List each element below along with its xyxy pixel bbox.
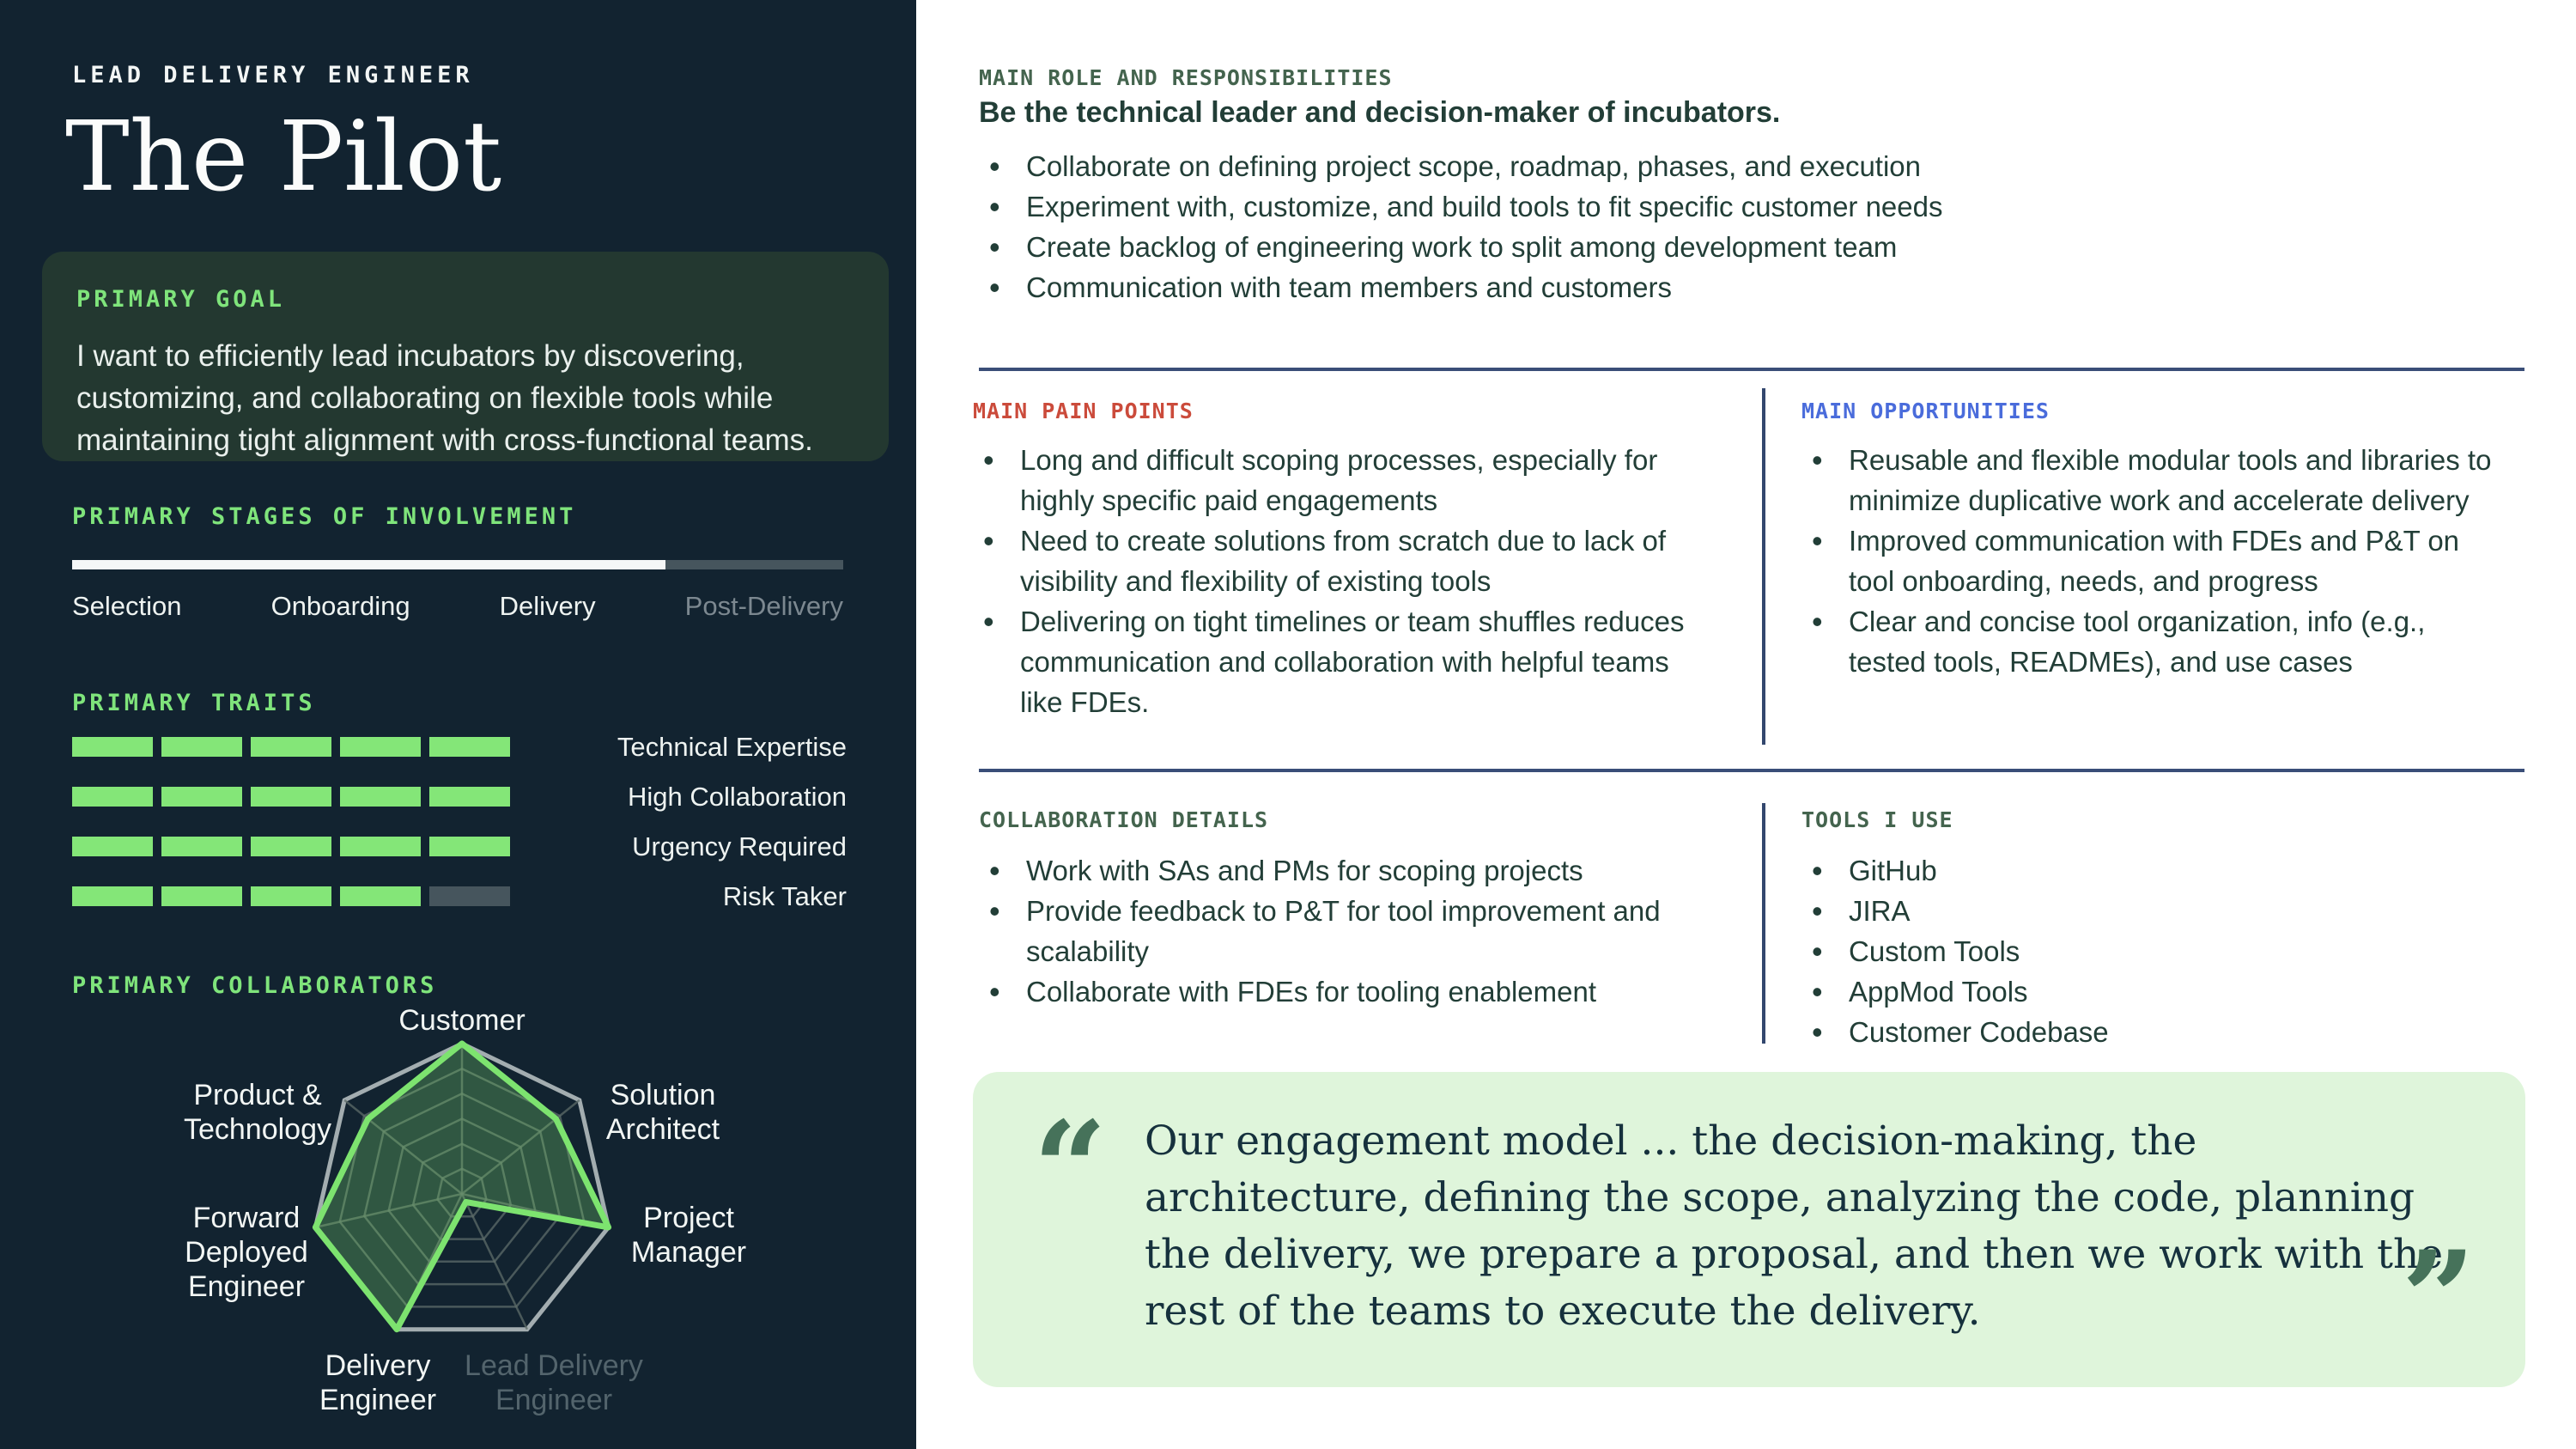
opportunity-bullet-item: • Improved communication with FDEs and P&T on tool onboarding, needs, and progress (1801, 521, 2506, 601)
trait-segment (340, 837, 421, 856)
column-divider-1 (1762, 388, 1765, 745)
trait-segment (251, 787, 331, 807)
radar-axis-label-solution-architect: Solution Architect (605, 1079, 720, 1146)
trait-row (72, 731, 847, 762)
collaboration-bullet-list (979, 850, 1717, 1012)
radar-axis-label-project-manager: Project Manager (630, 1202, 747, 1269)
trait-row (72, 781, 847, 812)
stage-label-onboarding: Onboarding (270, 591, 410, 621)
open-quote-icon: “ (1033, 1093, 1108, 1245)
trait-segment (161, 886, 242, 906)
trait-label: Risk Taker (722, 880, 847, 911)
trait-segment (251, 837, 331, 856)
quote-card (973, 1072, 2525, 1387)
trait-segment (340, 737, 421, 757)
opportunity-bullet-item: • Clear and concise tool organization, info (e.g., tested tools, READMEs), and use cases (1801, 601, 2506, 682)
collaboration-section-label: COLLABORATION DETAILS (979, 807, 1269, 832)
trait-segment (72, 837, 153, 856)
trait-segment (429, 787, 510, 807)
role-label: LEAD DELIVERY ENGINEER (72, 62, 474, 88)
opportunities-bullet-list (1801, 440, 2506, 682)
stages-progress-track (72, 560, 843, 569)
trait-segment (72, 886, 153, 906)
opportunities-section-label: MAIN OPPORTUNITIES (1801, 399, 2050, 423)
trait-segment (251, 886, 331, 906)
tool-bullet-item: • AppMod Tools (1801, 971, 2506, 1012)
radar-axis-label-product-technology: Product & Technology (183, 1079, 331, 1146)
trait-segment (161, 787, 242, 807)
radar-axis-label-delivery-engineer: Delivery Engineer (319, 1349, 437, 1416)
stage-label-delivery: Delivery (499, 591, 596, 621)
trait-row (72, 880, 847, 911)
column-divider-2 (1762, 803, 1765, 1044)
trait-segment (429, 886, 510, 906)
radar-axis-label-customer: Customer (398, 1004, 526, 1037)
tool-bullet-item: • Customer Codebase (1801, 1012, 2506, 1052)
close-quote-icon: ” (2401, 1223, 2476, 1374)
section-divider-1 (979, 368, 2524, 371)
primary-goal-card (42, 252, 889, 461)
trait-segment (251, 737, 331, 757)
trait-rows (72, 731, 847, 936)
collaboration-bullet-item: • Work with SAs and PMs for scoping projects (979, 850, 1717, 891)
pain-bullet-item: • Long and difficult scoping processes, especially for highly specific paid engagements (973, 440, 1703, 521)
pain-bullet-list (973, 440, 1703, 722)
stages-label: PRIMARY STAGES OF INVOLVEMENT (72, 503, 577, 530)
quote-text: Our engagement model ... the decision-making, the architecture, defining the scope, analyzing the code, planning the delivery, we prepare a proposal, and then we work with the rest of the teams to execute the delivery. (1145, 1117, 2444, 1335)
sidebar (0, 0, 916, 1449)
collaboration-bullet-item: • Provide feedback to P&T for tool improvement and scalability (979, 891, 1717, 971)
trait-segment (72, 787, 153, 807)
role-bullet-list (979, 146, 2490, 307)
trait-segment (429, 837, 510, 856)
trait-row (72, 831, 847, 861)
radar-axis-label-lead-delivery-engineer: Lead Delivery Engineer (465, 1349, 643, 1416)
role-bullet-item: • Experiment with, customize, and build tools to fit specific customer needs (979, 186, 2490, 227)
trait-segment (340, 787, 421, 807)
tool-bullet-item: • Custom Tools (1801, 931, 2506, 971)
stages-progress-fill (72, 560, 665, 569)
pain-bullet-item: • Need to create solutions from scratch due to lack of visibility and flexibility of existing tools (973, 521, 1703, 601)
trait-segment (429, 737, 510, 757)
trait-label: High Collaboration (627, 781, 847, 812)
trait-segment (161, 737, 242, 757)
role-bullet-item: • Collaborate on defining project scope, roadmap, phases, and execution (979, 146, 2490, 186)
trait-segment (72, 737, 153, 757)
tool-bullet-item: • GitHub (1801, 850, 2506, 891)
stage-labels (72, 591, 843, 622)
trait-bar (72, 886, 510, 906)
primary-goal-text: I want to efficiently lead incubators by discovering, customizing, and collaborating on flexible tools while maintaining tight alignment with cross-functional teams. (76, 339, 813, 457)
role-section-label: MAIN ROLE AND RESPONSIBILITIES (979, 65, 1393, 90)
section-divider-2 (979, 769, 2524, 772)
traits-label: PRIMARY TRAITS (72, 690, 316, 716)
trait-bar (72, 737, 510, 757)
tool-bullet-item: • JIRA (1801, 891, 2506, 931)
persona-title: The Pilot (65, 101, 502, 213)
opportunity-bullet-item: • Reusable and flexible modular tools and libraries to minimize duplicative work and accelerate delivery (1801, 440, 2506, 521)
trait-label: Urgency Required (632, 831, 847, 861)
primary-goal-label: PRIMARY GOAL (76, 286, 286, 313)
trait-bar (72, 837, 510, 856)
stage-label-post-delivery: Post-Delivery (684, 591, 843, 621)
role-bullet-item: • Create backlog of engineering work to split among development team (979, 227, 2490, 267)
tools-section-label: TOOLS I USE (1801, 807, 1953, 832)
pain-section-label: MAIN PAIN POINTS (973, 399, 1194, 423)
collaborators-label: PRIMARY COLLABORATORS (72, 972, 438, 999)
trait-segment (340, 886, 421, 906)
role-bullet-item: • Communication with team members and customers (979, 267, 2490, 307)
role-intro: Be the technical leader and decision-maker of incubators. (979, 96, 1781, 129)
trait-segment (161, 837, 242, 856)
radar-chart (0, 988, 916, 1449)
main-panel (916, 0, 2576, 1449)
stage-label-selection: Selection (72, 591, 182, 621)
pain-bullet-item: • Delivering on tight timelines or team shuffles reduces communication and collaboration with helpful teams like FDEs. (973, 601, 1703, 722)
radar-axis-label-forward-deployed-engineer: Forward Deployed Engineer (185, 1202, 308, 1303)
tools-bullet-list (1801, 850, 2506, 1052)
collaboration-bullet-item: • Collaborate with FDEs for tooling enablement (979, 971, 1717, 1012)
trait-bar (72, 787, 510, 807)
trait-label: Technical Expertise (617, 731, 847, 762)
